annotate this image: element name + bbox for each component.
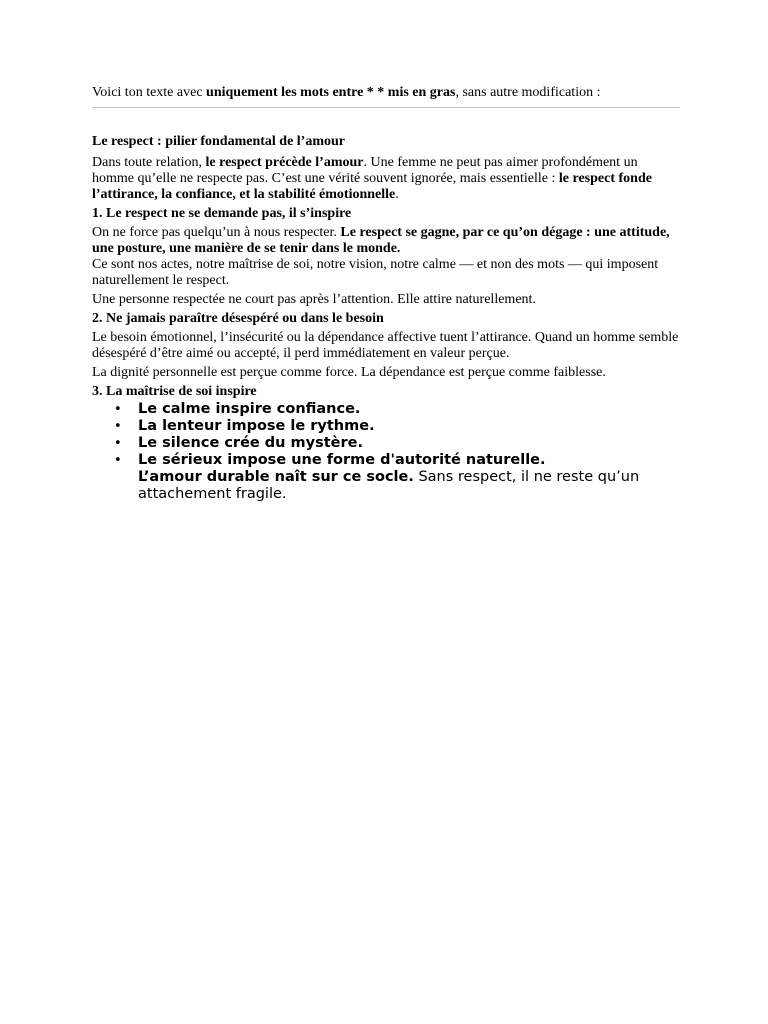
bullet-icon: • xyxy=(114,419,122,434)
bullet-icon: • xyxy=(114,453,122,468)
closing-text: Sans respect, il ne reste qu’un attachement fragile. xyxy=(138,469,640,502)
section-1-paragraph-2: Une personne respectée ne court pas après l’attention. Elle attire naturellement. xyxy=(92,292,536,307)
document-page xyxy=(92,85,680,503)
list-item-text: Le sérieux impose une forme d'autorité naturelle. xyxy=(138,452,546,468)
paragraph-text: On ne force pas quelqu’un à nous respecter. xyxy=(92,225,341,240)
list-item xyxy=(92,435,680,452)
section-2-paragraph: Le besoin émotionnel, l’insécurité ou la dépendance affective tuent l’attirance. Quand un homme semble désespéré d’être aimé ou accepté, il perd immédiatement en valeur perçue. xyxy=(92,330,679,361)
list-item-text: Le silence crée du mystère. xyxy=(138,435,363,451)
paragraph-text: Ce sont nos actes, notre maîtrise de soi, notre vision, notre calme — et non des mots — qui imposent naturellement le respect. xyxy=(92,257,659,288)
bullet-icon: • xyxy=(114,402,122,417)
bullet-icon: • xyxy=(114,436,122,451)
intro-bold-text: uniquement les mots entre * * mis en gras xyxy=(206,85,456,100)
section-heading-3 xyxy=(92,384,680,400)
list-item xyxy=(92,401,680,418)
section-2-paragraph-2: La dignité personnelle est perçue comme force. La dépendance est perçue comme faiblesse. xyxy=(92,365,606,380)
document-title xyxy=(92,134,680,150)
bullet-list xyxy=(92,401,680,503)
section-heading-2 xyxy=(92,311,680,327)
section-heading-text: 2. Ne jamais paraître désespéré ou dans le besoin xyxy=(92,311,384,326)
paragraph-intro xyxy=(92,155,680,203)
bold-text: Le respect se gagne, par ce qu’on dégage : une attitude, une posture, une manière de se tenir dans le monde. xyxy=(92,225,670,256)
list-item xyxy=(92,452,680,503)
horizontal-rule xyxy=(92,107,680,108)
list-item-text: La lenteur impose le rythme. xyxy=(138,418,375,434)
closing-bold-text: L’amour durable naît sur ce socle. xyxy=(138,469,414,485)
section-1-paragraph xyxy=(92,225,680,289)
list-item xyxy=(92,418,680,435)
paragraph-text: . Une femme ne peut pas aimer profondément un homme qu’elle ne respecte pas. C’est une vérité souvent ignorée, mais essentielle : xyxy=(92,155,638,186)
section-heading-text: 1. Le respect ne se demande pas, il s’inspire xyxy=(92,206,352,221)
paragraph-text: . xyxy=(395,187,399,202)
list-item-text: Le calme inspire confiance. xyxy=(138,401,361,417)
intro-text-end: , sans autre modification : xyxy=(455,85,601,100)
bold-text: le respect fonde l’attirance, la confiance, et la stabilité émotionnelle xyxy=(92,171,652,202)
document-title-text: Le respect : pilier fondamental de l’amour xyxy=(92,134,346,149)
section-heading-text: 3. La maîtrise de soi inspire xyxy=(92,384,257,399)
paragraph-text: Dans toute relation, xyxy=(92,155,206,170)
intro-text: Voici ton texte avec xyxy=(92,85,207,100)
section-heading-1 xyxy=(92,206,680,222)
intro-line xyxy=(92,85,680,101)
bold-text: le respect précède l’amour xyxy=(205,155,364,170)
